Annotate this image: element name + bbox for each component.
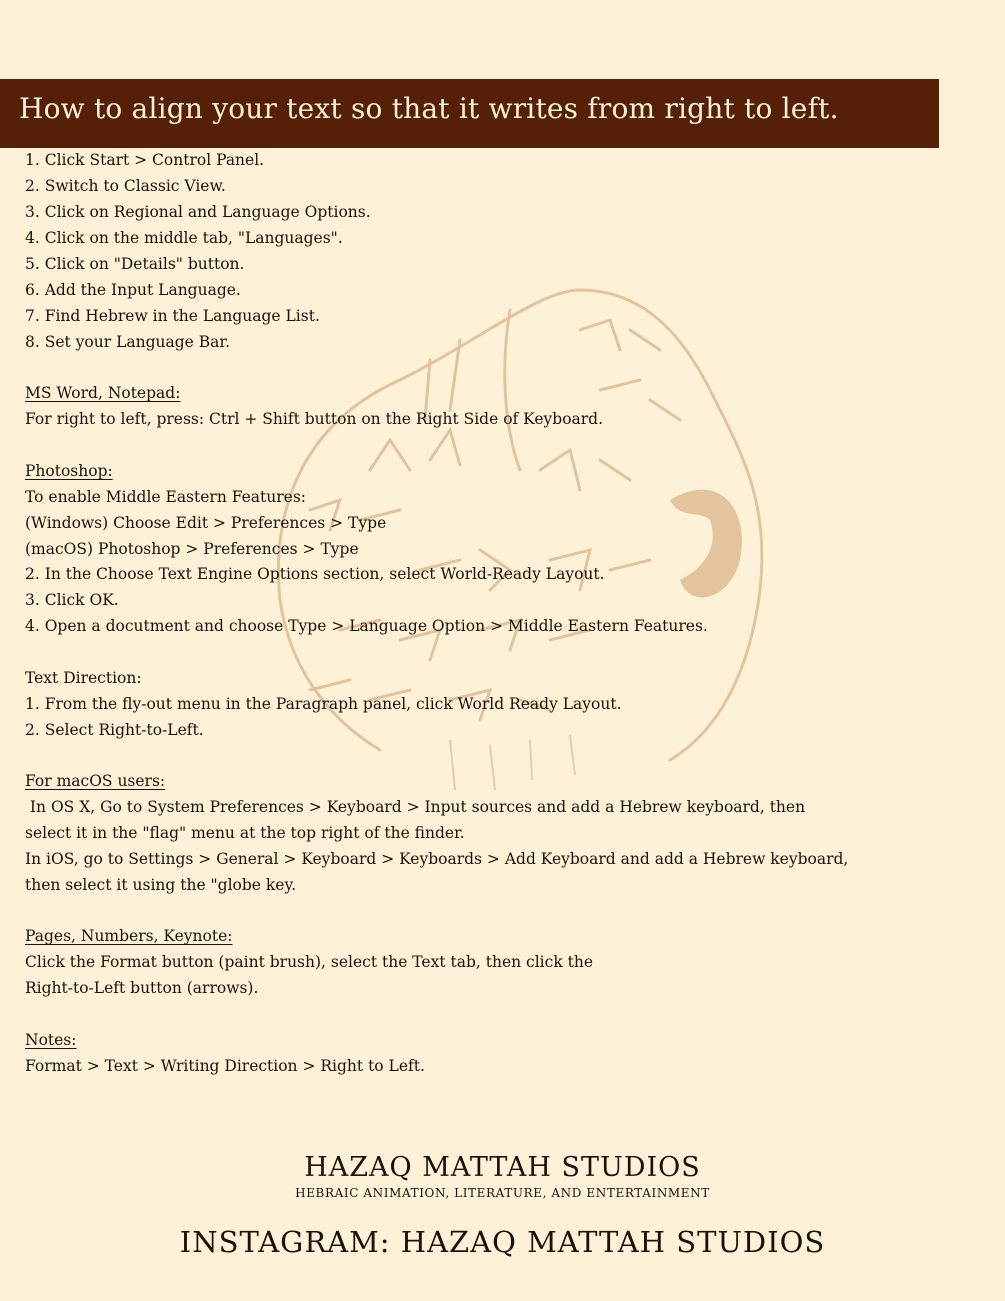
list-item: 7. Find Hebrew in the Language List.	[25, 307, 320, 325]
text-direction-heading: Text Direction:	[25, 669, 142, 687]
pc-users-heading: For PC Users:	[25, 126, 135, 144]
list-item: then select it using the "globe key.	[25, 876, 297, 894]
list-item: 4. Open a docutment and choose Type > Language Option > Middle Eastern Features.	[25, 617, 708, 635]
page-title: How to align your text so that it writes from right to left.	[19, 92, 839, 125]
list-item: 5. Click on "Details" button.	[25, 255, 245, 273]
list-item: 3. Click on Regional and Language Options.	[25, 203, 371, 221]
list-item: 2. In the Choose Text Engine Options section, select World-Ready Layout.	[25, 565, 605, 583]
macos-heading: For macOS users:	[25, 772, 166, 790]
list-item: For right to left, press: Ctrl + Shift button on the Right Side of Keyboard.	[25, 410, 604, 428]
list-item: Right-to-Left button (arrows).	[25, 979, 259, 997]
list-item: 1. Click Start > Control Panel.	[25, 151, 265, 169]
pages-numbers-keynote-heading: Pages, Numbers, Keynote:	[25, 927, 233, 945]
list-item: (Windows) Choose Edit > Preferences > Type	[25, 514, 387, 532]
msword-heading: MS Word, Notepad:	[25, 384, 181, 402]
list-item: (macOS) Photoshop > Preferences > Type	[25, 540, 359, 558]
list-item: 3. Click OK.	[25, 591, 119, 609]
list-item: 2. Select Right-to-Left.	[25, 721, 204, 739]
list-item: In iOS, go to Settings > General > Keyboard > Keyboards > Add Keyboard and add a Hebrew keyboard,	[25, 850, 849, 868]
studio-tagline: HEBRAIC ANIMATION, LITERATURE, AND ENTERTAINMENT	[295, 1186, 710, 1200]
list-item: select it in the "flag" menu at the top right of the finder.	[25, 824, 465, 842]
notes-heading: Notes:	[25, 1031, 77, 1049]
list-item: To enable Middle Eastern Features:	[25, 488, 307, 506]
list-item: In OS X, Go to System Preferences > Keyboard > Input sources and add a Hebrew keyboard, then	[25, 798, 806, 816]
instagram-handle: INSTAGRAM: HAZAQ MATTAH STUDIOS	[179, 1225, 826, 1259]
list-item: 6. Add the Input Language.	[25, 281, 241, 299]
list-item: 8. Set your Language Bar.	[25, 333, 231, 351]
list-item: Format > Text > Writing Direction > Right to Left.	[25, 1057, 425, 1075]
list-item: 1. From the fly-out menu in the Paragraph panel, click World Ready Layout.	[25, 695, 622, 713]
list-item: Click the Format button (paint brush), select the Text tab, then click the	[25, 953, 594, 971]
list-item: 4. Click on the middle tab, "Languages".	[25, 229, 343, 247]
photoshop-heading: Photoshop:	[25, 462, 113, 480]
list-item: 2. Switch to Classic View.	[25, 177, 226, 195]
studio-name: HAZAQ MATTAH STUDIOS	[304, 1152, 701, 1183]
